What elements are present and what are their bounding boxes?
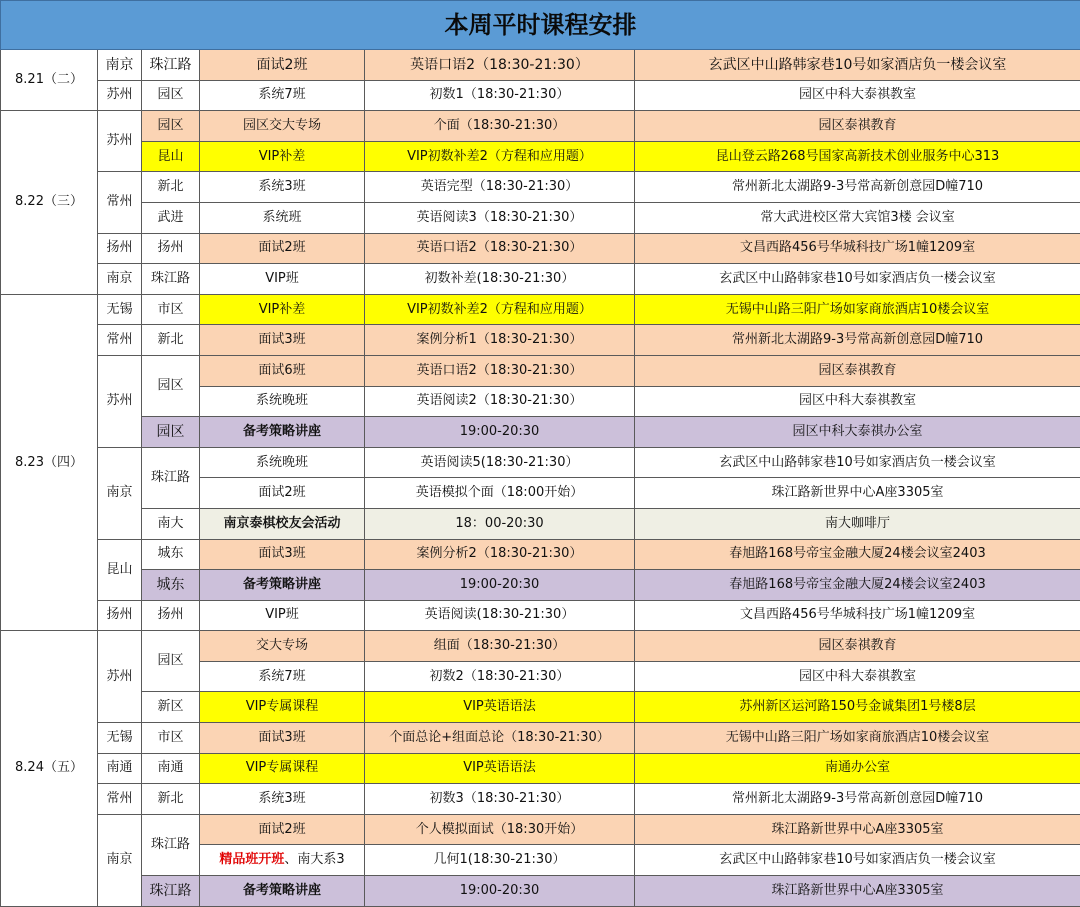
area-cell: 市区 [142,294,200,325]
class-cell: VIP班 [200,600,365,631]
area-cell: 市区 [142,723,200,754]
area-cell: 园区 [142,80,200,111]
course-cell: VIP英语语法 [365,692,635,723]
course-cell: 个面总论+组面总论（18:30-21:30） [365,723,635,754]
table-row [1,447,1080,478]
class-cell: VIP班 [200,264,365,295]
class-cell: 系统7班 [200,661,365,692]
location-cell: 南通办公室 [635,753,1080,784]
city-cell: 南京 [98,447,142,539]
area-cell: 园区 [142,355,200,416]
area-cell: 新北 [142,325,200,356]
city-cell: 无锡 [98,723,142,754]
city-cell: 苏州 [98,80,142,111]
class-cell: 面试3班 [200,539,365,570]
course-cell: 19:00-20:30 [365,876,635,907]
area-cell: 珠江路 [142,814,200,875]
class-cell: 系统晚班 [200,386,365,417]
location-cell: 珠江路新世界中心A座3305室 [635,814,1080,845]
course-cell: 初数2（18:30-21:30） [365,661,635,692]
table-row [1,723,1080,754]
location-cell: 珠江路新世界中心A座3305室 [635,478,1080,509]
area-cell: 南大 [142,508,200,539]
class-cell [200,845,365,876]
day-cell: 8.22（三） [1,111,98,295]
area-cell: 城东 [142,570,200,601]
table-row [1,264,1080,295]
area-cell: 园区 [142,631,200,692]
area-cell: 新北 [142,784,200,815]
table-row [1,80,1080,111]
location-cell: 玄武区中山路韩家巷10号如家酒店负一楼会议室 [635,845,1080,876]
course-cell: 18：00-20:30 [365,508,635,539]
course-cell: 19:00-20:30 [365,417,635,448]
course-cell: 案例分析2（18:30-21:30） [365,539,635,570]
course-cell: 初数3（18:30-21:30） [365,784,635,815]
location-cell: 常州新北太湖路9-3号常高新创意园D幢710 [635,325,1080,356]
location-cell: 南大咖啡厅 [635,508,1080,539]
day-cell: 8.24（五） [1,631,98,906]
table-row [1,570,1080,601]
class-cell: 交大专场 [200,631,365,662]
area-cell: 珠江路 [142,264,200,295]
table-row [1,508,1080,539]
area-cell: 园区 [142,417,200,448]
class-cell: 系统7班 [200,80,365,111]
location-cell: 园区中科大泰祺教室 [635,661,1080,692]
table-row [1,141,1080,172]
location-cell: 常大武进校区常大宾馆3楼 会议室 [635,202,1080,233]
area-cell: 扬州 [142,233,200,264]
area-cell: 园区 [142,111,200,142]
location-cell: 无锡中山路三阳广场如家商旅酒店10楼会议室 [635,294,1080,325]
location-cell: 春旭路168号帝宝金融大厦24楼会议室2403 [635,539,1080,570]
course-cell: 英语阅读5(18:30-21:30） [365,447,635,478]
location-cell: 文昌西路456号华城科技广场1幢1209室 [635,600,1080,631]
table-row [1,355,1080,386]
class-cell: VIP补差 [200,294,365,325]
course-cell: 初数补差(18:30-21:30） [365,264,635,295]
class-cell: 系统3班 [200,784,365,815]
table-row [1,692,1080,723]
city-cell: 南京 [98,50,142,81]
location-cell: 春旭路168号帝宝金融大厦24楼会议室2403 [635,570,1080,601]
course-cell: 几何1(18:30-21:30） [365,845,635,876]
area-cell: 城东 [142,539,200,570]
city-cell: 扬州 [98,600,142,631]
class-cell: 备考策略讲座 [200,417,365,448]
location-cell: 园区泰祺教育 [635,631,1080,662]
city-cell: 扬州 [98,233,142,264]
class-cell: 面试2班 [200,233,365,264]
course-cell: 英语阅读(18:30-21:30） [365,600,635,631]
area-cell: 武进 [142,202,200,233]
class-extra: 、南大系3 [284,852,344,867]
page-title: 本周平时课程安排 [1,1,1080,50]
class-cell: 南京泰棋校友会活动 [200,508,365,539]
course-cell: 英语阅读3（18:30-21:30） [365,202,635,233]
class-cell: 系统班 [200,202,365,233]
area-cell: 新区 [142,692,200,723]
location-cell: 玄武区中山路韩家巷10号如家酒店负一楼会议室 [635,264,1080,295]
location-cell: 文昌西路456号华城科技广场1幢1209室 [635,233,1080,264]
location-cell: 园区中科大泰祺教室 [635,80,1080,111]
course-cell: 案例分析1（18:30-21:30） [365,325,635,356]
course-cell: 个面（18:30-21:30） [365,111,635,142]
class-cell: 系统3班 [200,172,365,203]
location-cell: 无锡中山路三阳广场如家商旅酒店10楼会议室 [635,723,1080,754]
class-cell: 面试3班 [200,325,365,356]
area-cell: 昆山 [142,141,200,172]
area-cell: 珠江路 [142,50,200,81]
location-cell: 玄武区中山路韩家巷10号如家酒店负一楼会议室 [635,447,1080,478]
location-cell: 昆山登云路268号国家高新技术创业服务中心313 [635,141,1080,172]
city-cell: 常州 [98,325,142,356]
location-cell: 园区中科大泰祺办公室 [635,417,1080,448]
class-cell: 系统晚班 [200,447,365,478]
course-cell: 个人模拟面试（18:30开始） [365,814,635,845]
city-cell: 无锡 [98,294,142,325]
class-cell: 面试2班 [200,478,365,509]
table-row [1,600,1080,631]
city-cell: 南京 [98,264,142,295]
class-cell: VIP专属课程 [200,692,365,723]
location-cell: 园区中科大泰祺教室 [635,386,1080,417]
course-cell: 英语模拟个面（18:00开始） [365,478,635,509]
table-row [1,876,1080,907]
course-cell: 19:00-20:30 [365,570,635,601]
location-cell: 园区泰祺教育 [635,111,1080,142]
class-cell: 面试2班 [200,50,365,81]
day-cell: 8.21（二） [1,50,98,111]
course-cell: VIP初数补差2（方程和应用题） [365,141,635,172]
area-cell: 珠江路 [142,447,200,508]
area-cell: 南通 [142,753,200,784]
table-row [1,50,1080,81]
city-cell: 南通 [98,753,142,784]
city-cell: 常州 [98,172,142,233]
class-cell: 面试3班 [200,723,365,754]
table-row [1,172,1080,203]
table-row [1,111,1080,142]
class-cell: VIP专属课程 [200,753,365,784]
course-cell: 初数1（18:30-21:30） [365,80,635,111]
course-cell: 组面（18:30-21:30） [365,631,635,662]
table-row [1,325,1080,356]
course-cell: 英语完型（18:30-21:30） [365,172,635,203]
location-cell: 园区泰祺教育 [635,355,1080,386]
location-cell: 玄武区中山路韩家巷10号如家酒店负一楼会议室 [635,50,1080,81]
table-row [1,417,1080,448]
table-row [1,631,1080,662]
area-cell: 珠江路 [142,876,200,907]
table-row [1,294,1080,325]
class-cell: 园区交大专场 [200,111,365,142]
class-cell: 备考策略讲座 [200,876,365,907]
city-cell: 南京 [98,814,142,906]
course-cell: 英语口语2（18:30-21:30） [365,50,635,81]
course-cell: VIP英语语法 [365,753,635,784]
table-row [1,539,1080,570]
table-row [1,233,1080,264]
class-cell: 面试2班 [200,814,365,845]
course-cell: 英语阅读2（18:30-21:30） [365,386,635,417]
area-cell: 扬州 [142,600,200,631]
table-row [1,814,1080,845]
course-cell: 英语口语2（18:30-21:30） [365,233,635,264]
location-cell: 珠江路新世界中心A座3305室 [635,876,1080,907]
day-cell: 8.23（四） [1,294,98,631]
title-row [1,1,1080,50]
class-cell: VIP补差 [200,141,365,172]
course-cell: VIP初数补差2（方程和应用题） [365,294,635,325]
city-cell: 苏州 [98,355,142,447]
class-cell: 面试6班 [200,355,365,386]
course-cell: 英语口语2（18:30-21:30） [365,355,635,386]
city-cell: 常州 [98,784,142,815]
table-row [1,784,1080,815]
city-cell: 苏州 [98,631,142,723]
table-row [1,753,1080,784]
location-cell: 常州新北太湖路9-3号常高新创意园D幢710 [635,784,1080,815]
area-cell: 新北 [142,172,200,203]
table-row [1,202,1080,233]
class-cell: 备考策略讲座 [200,570,365,601]
location-cell: 常州新北太湖路9-3号常高新创意园D幢710 [635,172,1080,203]
city-cell: 昆山 [98,539,142,600]
class-highlight: 精品班开班 [219,852,284,867]
city-cell: 苏州 [98,111,142,172]
location-cell: 苏州新区运河路150号金诚集团1号楼8层 [635,692,1080,723]
